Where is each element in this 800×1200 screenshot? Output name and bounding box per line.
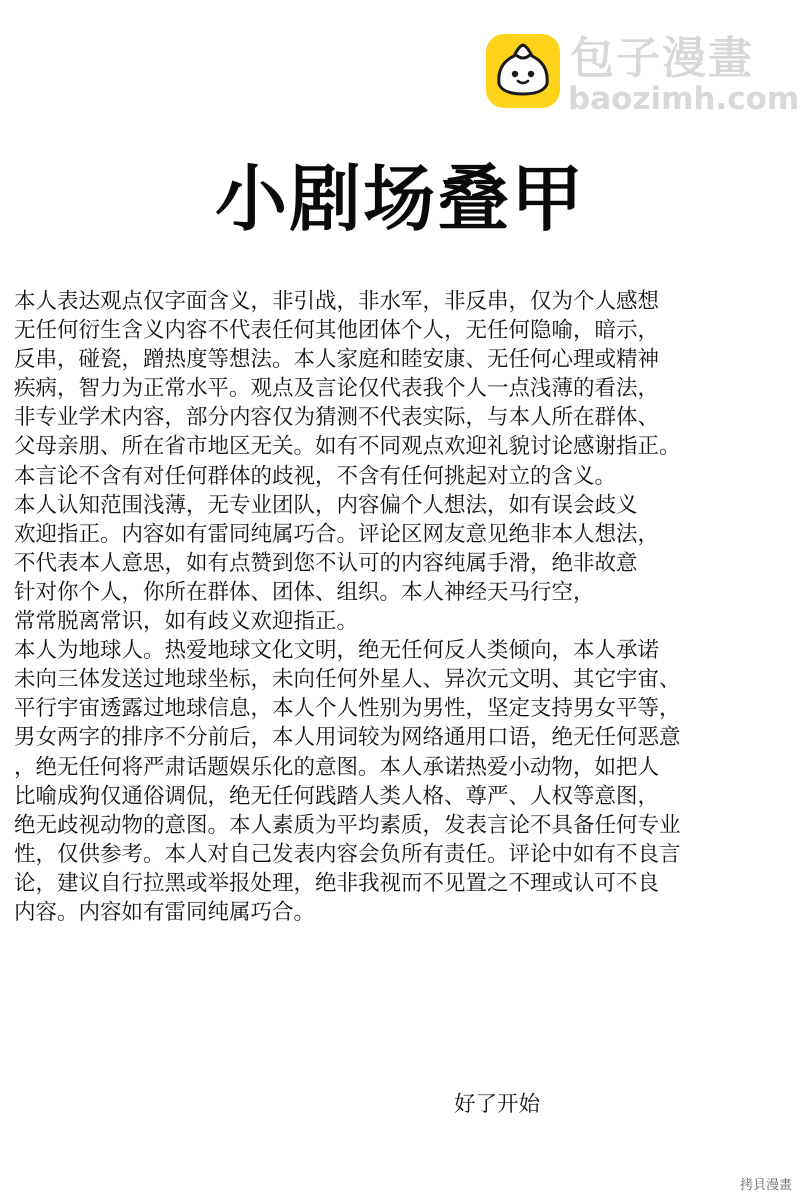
- logo-name: 包子漫畫: [570, 33, 754, 84]
- text-line: 平行宇宙透露过地球信息，本人个人性别为男性，坚定支持男女平等，: [14, 696, 681, 722]
- text-line: 绝无歧视动物的意图。本人素质为平均素质，发表言论不具备任何专业: [14, 812, 681, 838]
- text-line: 男女两字的排序不分前后，本人用词较为网络通用口语，绝无任何恶意: [14, 725, 681, 751]
- text-line: 本人表达观点仅字面含义，非引战，非水军，非反串，仅为个人感想: [14, 289, 660, 314]
- text-line: 论，建议自行拉黑或举报处理，绝非我视而不见置之不理或认可不良: [14, 870, 660, 896]
- text-line: ，绝无任何将严肃话题娱乐化的意图。本人承诺热爱小动物，如把人: [14, 754, 660, 780]
- text-line: 非专业学术内容，部分内容仅为猜测不代表实际，与本人所在群体、: [14, 405, 660, 431]
- text-line: 针对你个人，你所在群体、团体、组织。本人神经天马行空，: [14, 579, 595, 605]
- site-logo: [486, 33, 800, 117]
- text-line: 性，仅供参考。本人对自己发表内容会负所有责任。评论中如有不良言: [14, 841, 681, 867]
- text-line: 本人为地球人。热爱地球文化文明，绝无任何反人类倾向，本人承诺: [14, 638, 660, 664]
- text-line: 反串，碰瓷，蹭热度等想法。本人家庭和睦安康、无任何心理或精神: [14, 347, 660, 373]
- text-line: 无任何衍生含义内容不代表任何其他团体个人，无任何隐喻，暗示，: [14, 318, 660, 344]
- disclaimer-body: [14, 287, 794, 927]
- corner-watermark: 拷貝漫畫: [739, 1178, 792, 1193]
- closing-text: 好了开始: [454, 1092, 541, 1117]
- text-line: 常常脱离常识，如有歧义欢迎指正。: [14, 609, 359, 635]
- page-title: 小剧场叠甲: [214, 157, 585, 241]
- logo-url: baozimh.com: [568, 81, 800, 117]
- text-line: 疾病，智力为正常水平。观点及言论仅代表我个人一点浅薄的看法，: [14, 376, 660, 402]
- text-line: 本人认知范围浅薄，无专业团队，内容偏个人想法，如有误会歧义: [14, 492, 638, 518]
- text-line: 比喻成狗仅通俗调侃，绝无任何践踏人类人格、尊严、人权等意图，: [14, 783, 660, 809]
- text-line: 父母亲朋、所在省市地区无关。如有不同观点欢迎礼貌讨论感谢指正。: [14, 434, 681, 460]
- text-line: 欢迎指正。内容如有雷同纯属巧合。评论区网友意见绝非本人想法，: [14, 521, 660, 547]
- text-line: 不代表本人意思，如有点赞到您不认可的内容纯属手滑，绝非故意: [14, 550, 638, 576]
- bun-logo-icon: [486, 34, 560, 108]
- text-line: 内容。内容如有雷同纯属巧合。: [14, 899, 316, 925]
- text-line: 未向三体发送过地球坐标，未向任何外星人、异次元文明、其它宇宙、: [14, 667, 681, 693]
- text-line: 本言论不含有对任何群体的歧视，不含有任何挑起对立的含义。: [14, 463, 617, 489]
